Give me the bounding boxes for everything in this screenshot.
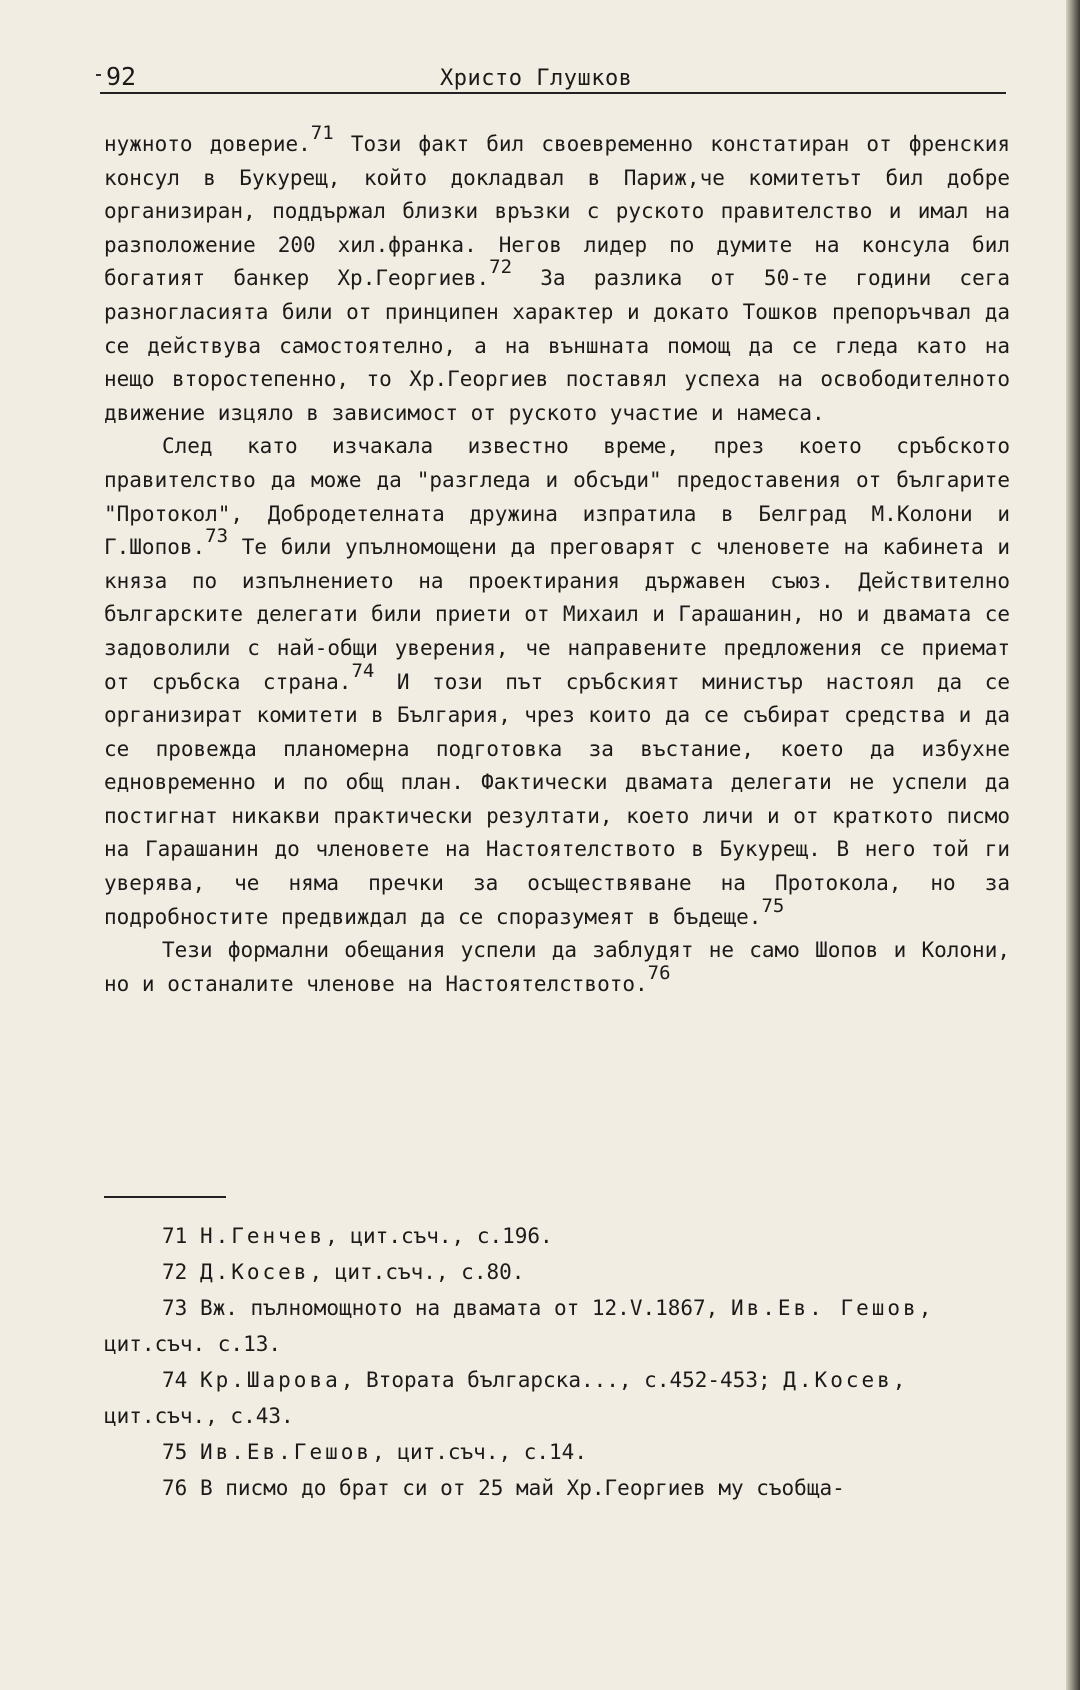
text-run: За разлика от 50-те години сега разногласията били от принципен характер и докато Тошков препоръчвал да се действува самостоятелно, а на външната помощ да се гледа като на нещо второстепенно, то Хр.Георгиев поставял успеха на освободителното движение изцяло в зависимост от руското участие и намеса. [104, 266, 1010, 425]
footnote-text: , Втората българска..., с.452-453; [340, 1368, 784, 1392]
footnote-number: 76 [162, 1476, 188, 1500]
footnote-ref-76: 76 [647, 961, 671, 984]
running-head: Христо Глушков [440, 66, 633, 91]
footnote-author: Д.Косев [199, 1260, 310, 1284]
footnote-number: 73 [162, 1296, 188, 1320]
footnote-number: 75 [162, 1440, 188, 1464]
footnote-author: Ив.Ев. Гешов [730, 1296, 919, 1320]
text-run: нужното доверие. [104, 132, 311, 156]
footnote-74 [104, 1362, 1010, 1434]
footnote-author: Кр.Шарова [199, 1368, 341, 1392]
footnote-text: Вж. пълномощното на двамата от 12.V.1867, [199, 1296, 731, 1320]
footnote-divider [104, 1196, 226, 1198]
footnote-author: Д.Косев [783, 1368, 893, 1392]
footnote-text: , цит.съч., с.80. [309, 1260, 525, 1284]
footnote-73 [104, 1290, 1010, 1362]
footnote-ref-74: 74 [351, 659, 375, 682]
text-run: След като изчакала известно време, през което сръбското правителство да може да "разгледа и обсъди" предоставения от българите "Протокол", Добродетелната дружина изпратила в Белград М.Колони и Г.Шопов. [104, 434, 1010, 560]
footnote-text: , цит.съч., с.196. [325, 1224, 553, 1248]
footnote-author: Ив.Ев.Гешов [199, 1440, 373, 1464]
footnote-75 [104, 1434, 1010, 1470]
footnote-76 [104, 1470, 1010, 1506]
footnote-text: , цит.съч., с.43. [104, 1368, 906, 1428]
footnote-number: 74 [162, 1368, 188, 1392]
footnote-author: Н.Генчев [199, 1224, 326, 1248]
footnote-number: 72 [162, 1260, 188, 1284]
footnote-text: В писмо до брат си от 25 май Хр.Георгиев му съобща- [199, 1476, 845, 1500]
page-header [100, 56, 1006, 94]
footnote-text: , цит.съч., с.14. [372, 1440, 587, 1464]
footnote-ref-75: 75 [761, 894, 785, 917]
footnote-72 [104, 1254, 1010, 1290]
text-run: И този път сръбският министър настоял да се организират комитети в България, чрез които да се събират средства и да се провежда планомерна подготовка за въстание, което да избухне едновременно и по общ план. Фактически двамата делегати не успели да постигнат никакви практически резултати, което личи и от краткото писмо на Гарашанин до членовете на Настоятелството в Букурещ. В него той ги уверява, че няма пречки за осъществяване на Протокола, но за подробностите предвиждал да се споразумеят в бъдеще. [104, 669, 1011, 929]
text-run: Тези формални обещания успели да заблудят не само Шопов и Колони, но и останалите членове на Настоятелството. [104, 938, 1010, 996]
footnote-text: , цит.съч. с.13. [104, 1296, 932, 1356]
book-spine-edge [1066, 0, 1080, 1690]
footnote-ref-71: 71 [310, 122, 334, 144]
footnote-71 [104, 1218, 1010, 1254]
text-run: Този факт бил своевременно констатиран от френския консул в Букурещ, който докладвал в Париж,че комитетът бил добре организиран, поддържал близки връзки с руското правителство и имал на разположение 200 хил.франка. Негов лидер по думите на консула бил богатият банкер Хр.Георгиев. [104, 132, 1010, 291]
paragraph-1 [104, 122, 1010, 430]
paragraph-2 [104, 430, 1010, 934]
footnote-ref-73: 73 [205, 525, 229, 548]
footnote-number: 71 [162, 1224, 188, 1248]
main-text [104, 122, 1011, 1001]
footnotes [104, 1218, 1010, 1506]
page-number: 92 [106, 62, 137, 91]
paragraph-3 [104, 934, 1010, 1001]
text-run: Те били упълномощени да преговарят с членовете на кабинета и княза по изпълнението на проектирания държавен съюз. Действително българските делегати били приети от Михаил и Гарашанин, но и двамата се задоволили с най-общи уверения, че направените предложения се приемат от сръбска страна. [104, 535, 1010, 694]
footnote-ref-72: 72 [489, 256, 513, 279]
